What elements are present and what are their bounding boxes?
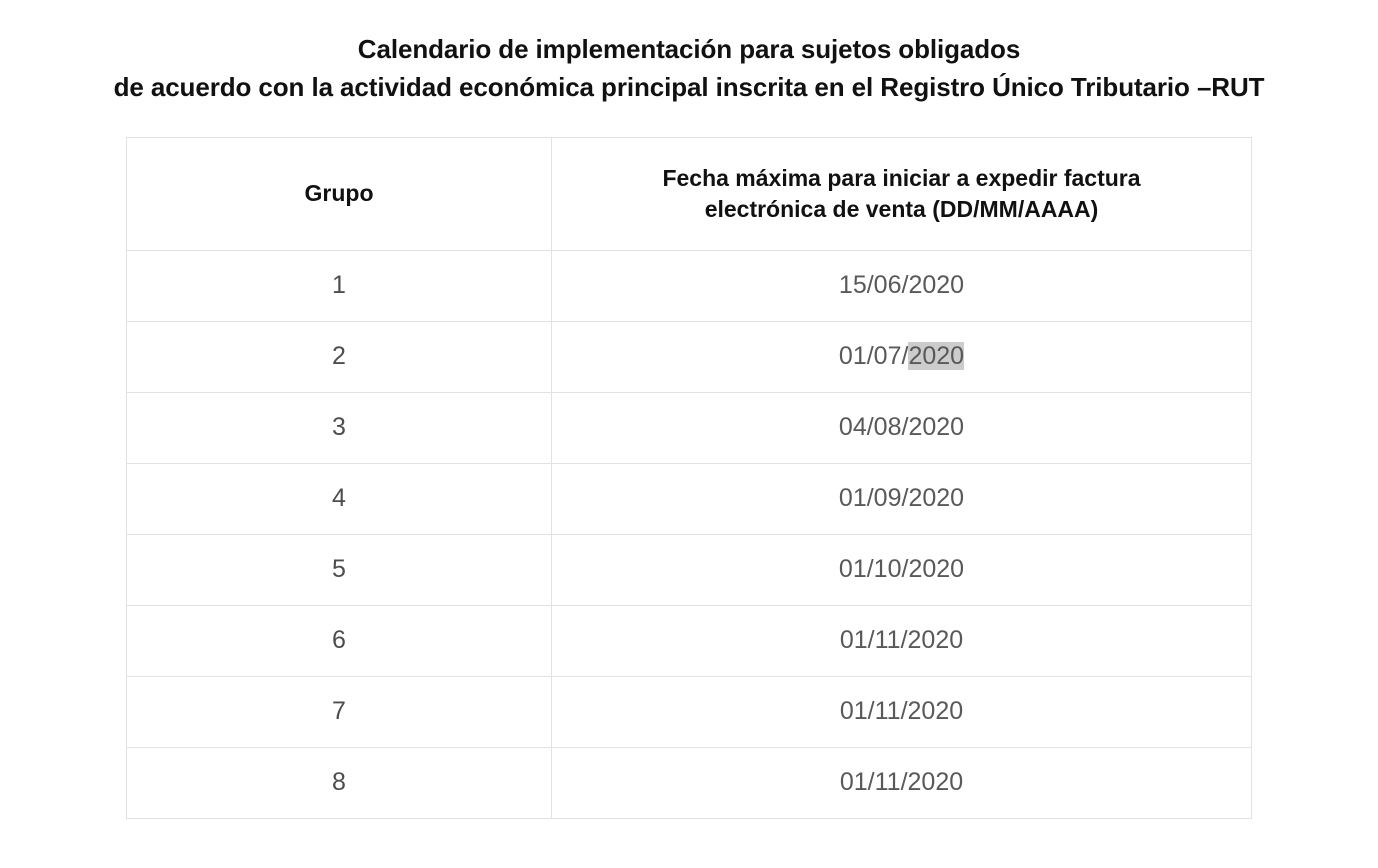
date-tail: 2020 (908, 555, 965, 584)
column-header-grupo: Grupo (127, 137, 552, 250)
cell-grupo: 6 (127, 605, 552, 676)
cell-grupo: 4 (127, 463, 552, 534)
date-tail: 2020 (907, 697, 964, 726)
date-tail: 2020 (907, 626, 964, 655)
title-line-1: Calendario de implementación para sujetos obligados (357, 34, 1021, 64)
date-text: 01/11/ (839, 697, 908, 726)
date-tail: 2020 (908, 271, 965, 300)
table-row (127, 392, 1252, 463)
cell-fecha (552, 605, 1252, 676)
column-header-fecha-line1: Fecha máxima para iniciar a expedir factura (662, 164, 1141, 191)
cell-fecha (552, 463, 1252, 534)
date-tail: 2020 (907, 768, 964, 797)
cell-grupo: 7 (127, 676, 552, 747)
cell-fecha (552, 534, 1252, 605)
cell-grupo: 1 (127, 250, 552, 321)
implementation-calendar-table (126, 137, 1252, 819)
date-text: 04/08/ (838, 413, 909, 442)
cell-grupo: 3 (127, 392, 552, 463)
column-header-fecha (552, 137, 1252, 250)
table-row (127, 676, 1252, 747)
date-text: 01/11/ (839, 626, 908, 655)
date-text: 01/07/ (838, 342, 909, 371)
table-header (127, 137, 1252, 250)
table-container (0, 137, 1378, 819)
title-line-2: de acuerdo con la actividad económica principal inscrita en el Registro Único Tributario –RUT (113, 72, 1265, 103)
cell-fecha (552, 321, 1252, 392)
cell-grupo: 5 (127, 534, 552, 605)
date-text: 01/09/ (838, 484, 909, 513)
table-row (127, 321, 1252, 392)
table-body (127, 250, 1252, 818)
date-text: 01/11/ (839, 768, 908, 797)
table-row (127, 534, 1252, 605)
date-tail: 2020 (908, 484, 965, 513)
table-row (127, 250, 1252, 321)
table-header-row (127, 137, 1252, 250)
date-tail: 2020 (908, 413, 965, 442)
cell-grupo: 2 (127, 321, 552, 392)
table-row (127, 605, 1252, 676)
cell-fecha (552, 676, 1252, 747)
table-row (127, 747, 1252, 818)
date-text: 01/10/ (838, 555, 909, 584)
table-row (127, 463, 1252, 534)
date-highlight: 2020 (908, 342, 965, 371)
page-title (0, 0, 1378, 107)
cell-fecha (552, 250, 1252, 321)
date-text: 15/06/ (838, 271, 909, 300)
cell-fecha (552, 747, 1252, 818)
cell-fecha (552, 392, 1252, 463)
cell-grupo: 8 (127, 747, 552, 818)
column-header-fecha-line2: electrónica de venta (DD/MM/AAAA) (704, 195, 1099, 222)
